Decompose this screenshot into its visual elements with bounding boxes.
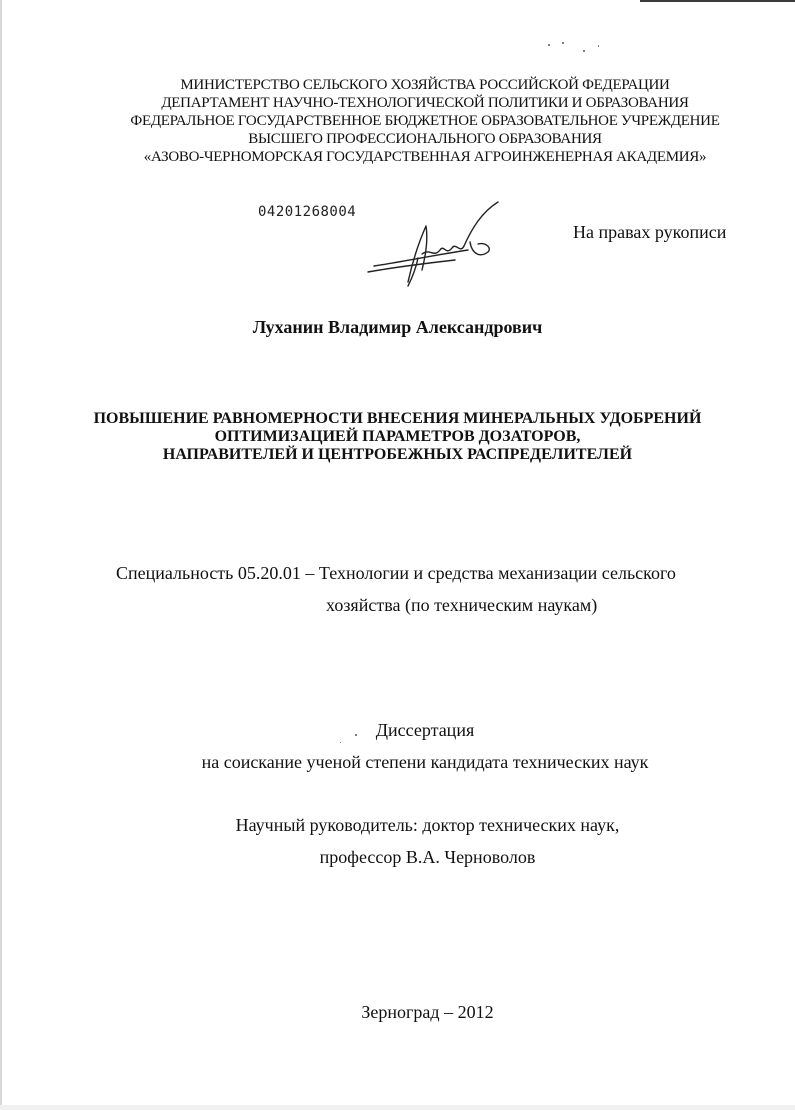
- scan-speck: [340, 742, 341, 743]
- specialty-line-2: хозяйства (по техническим наукам): [326, 595, 598, 615]
- advisor-line-1: Научный руководитель: доктор технических наук,: [235, 815, 620, 835]
- title-line: НАПРАВИТЕЛЕЙ И ЦЕНТРОБЕЖНЫХ РАСПРЕДЕЛИТЕЛЕЙ: [162, 446, 633, 463]
- place-and-year: Зерноград – 2012: [361, 1002, 494, 1022]
- signature-image: [360, 198, 510, 290]
- header-line: ФЕДЕРАЛЬНОЕ ГОСУДАРСТВЕННОЕ БЮДЖЕТНОЕ ОБРАЗОВАТЕЛЬНОЕ УЧРЕЖДЕНИЕ: [130, 113, 720, 129]
- degree-line: на соискание ученой степени кандидата технических наук: [201, 752, 649, 772]
- scan-left-edge: [0, 0, 2, 1110]
- scan-speck: [598, 45, 599, 47]
- inventory-number: 04201268004: [258, 204, 357, 220]
- title-line: ОПТИМИЗАЦИЕЙ ПАРАМЕТРОВ ДОЗАТОРОВ,: [214, 428, 581, 445]
- header-line: ДЕПАРТАМЕНТ НАУЧНО-ТЕХНОЛОГИЧЕСКОЙ ПОЛИТИКИ И ОБРАЗОВАНИЯ: [161, 95, 689, 111]
- manuscript-rights-note: На правах рукописи: [573, 222, 727, 242]
- author-name: Луханин Владимир Александрович: [252, 317, 543, 337]
- scan-speck: [583, 50, 585, 52]
- header-line: МИНИСТЕРСТВО СЕЛЬСКОГО ХОЗЯЙСТВА РОССИЙСКОЙ ФЕДЕРАЦИИ: [180, 77, 670, 93]
- title-line: ПОВЫШЕНИЕ РАВНОМЕРНОСТИ ВНЕСЕНИЯ МИНЕРАЛЬНЫХ УДОБРЕНИЙ: [93, 410, 702, 427]
- scan-top-edge: [640, 0, 795, 2]
- scan-speck: [562, 42, 564, 44]
- ministry-header: [100, 76, 750, 166]
- advisor-line-2: профессор В.А. Черноволов: [319, 847, 536, 867]
- document-type: Диссертация: [375, 720, 475, 740]
- specialty-line-1: Специальность 05.20.01 – Технологии и средства механизации сельского: [116, 563, 676, 583]
- header-line: «АЗОВО-ЧЕРНОМОРСКАЯ ГОСУДАРСТВЕННАЯ АГРОИНЖЕНЕРНАЯ АКАДЕМИЯ»: [143, 149, 707, 165]
- header-line: ВЫСШЕГО ПРОФЕССИОНАЛЬНОГО ОБРАЗОВАНИЯ: [248, 131, 602, 147]
- scan-speck: [548, 44, 550, 46]
- dissertation-title: [60, 410, 735, 464]
- scan-bottom-edge: [0, 1105, 795, 1110]
